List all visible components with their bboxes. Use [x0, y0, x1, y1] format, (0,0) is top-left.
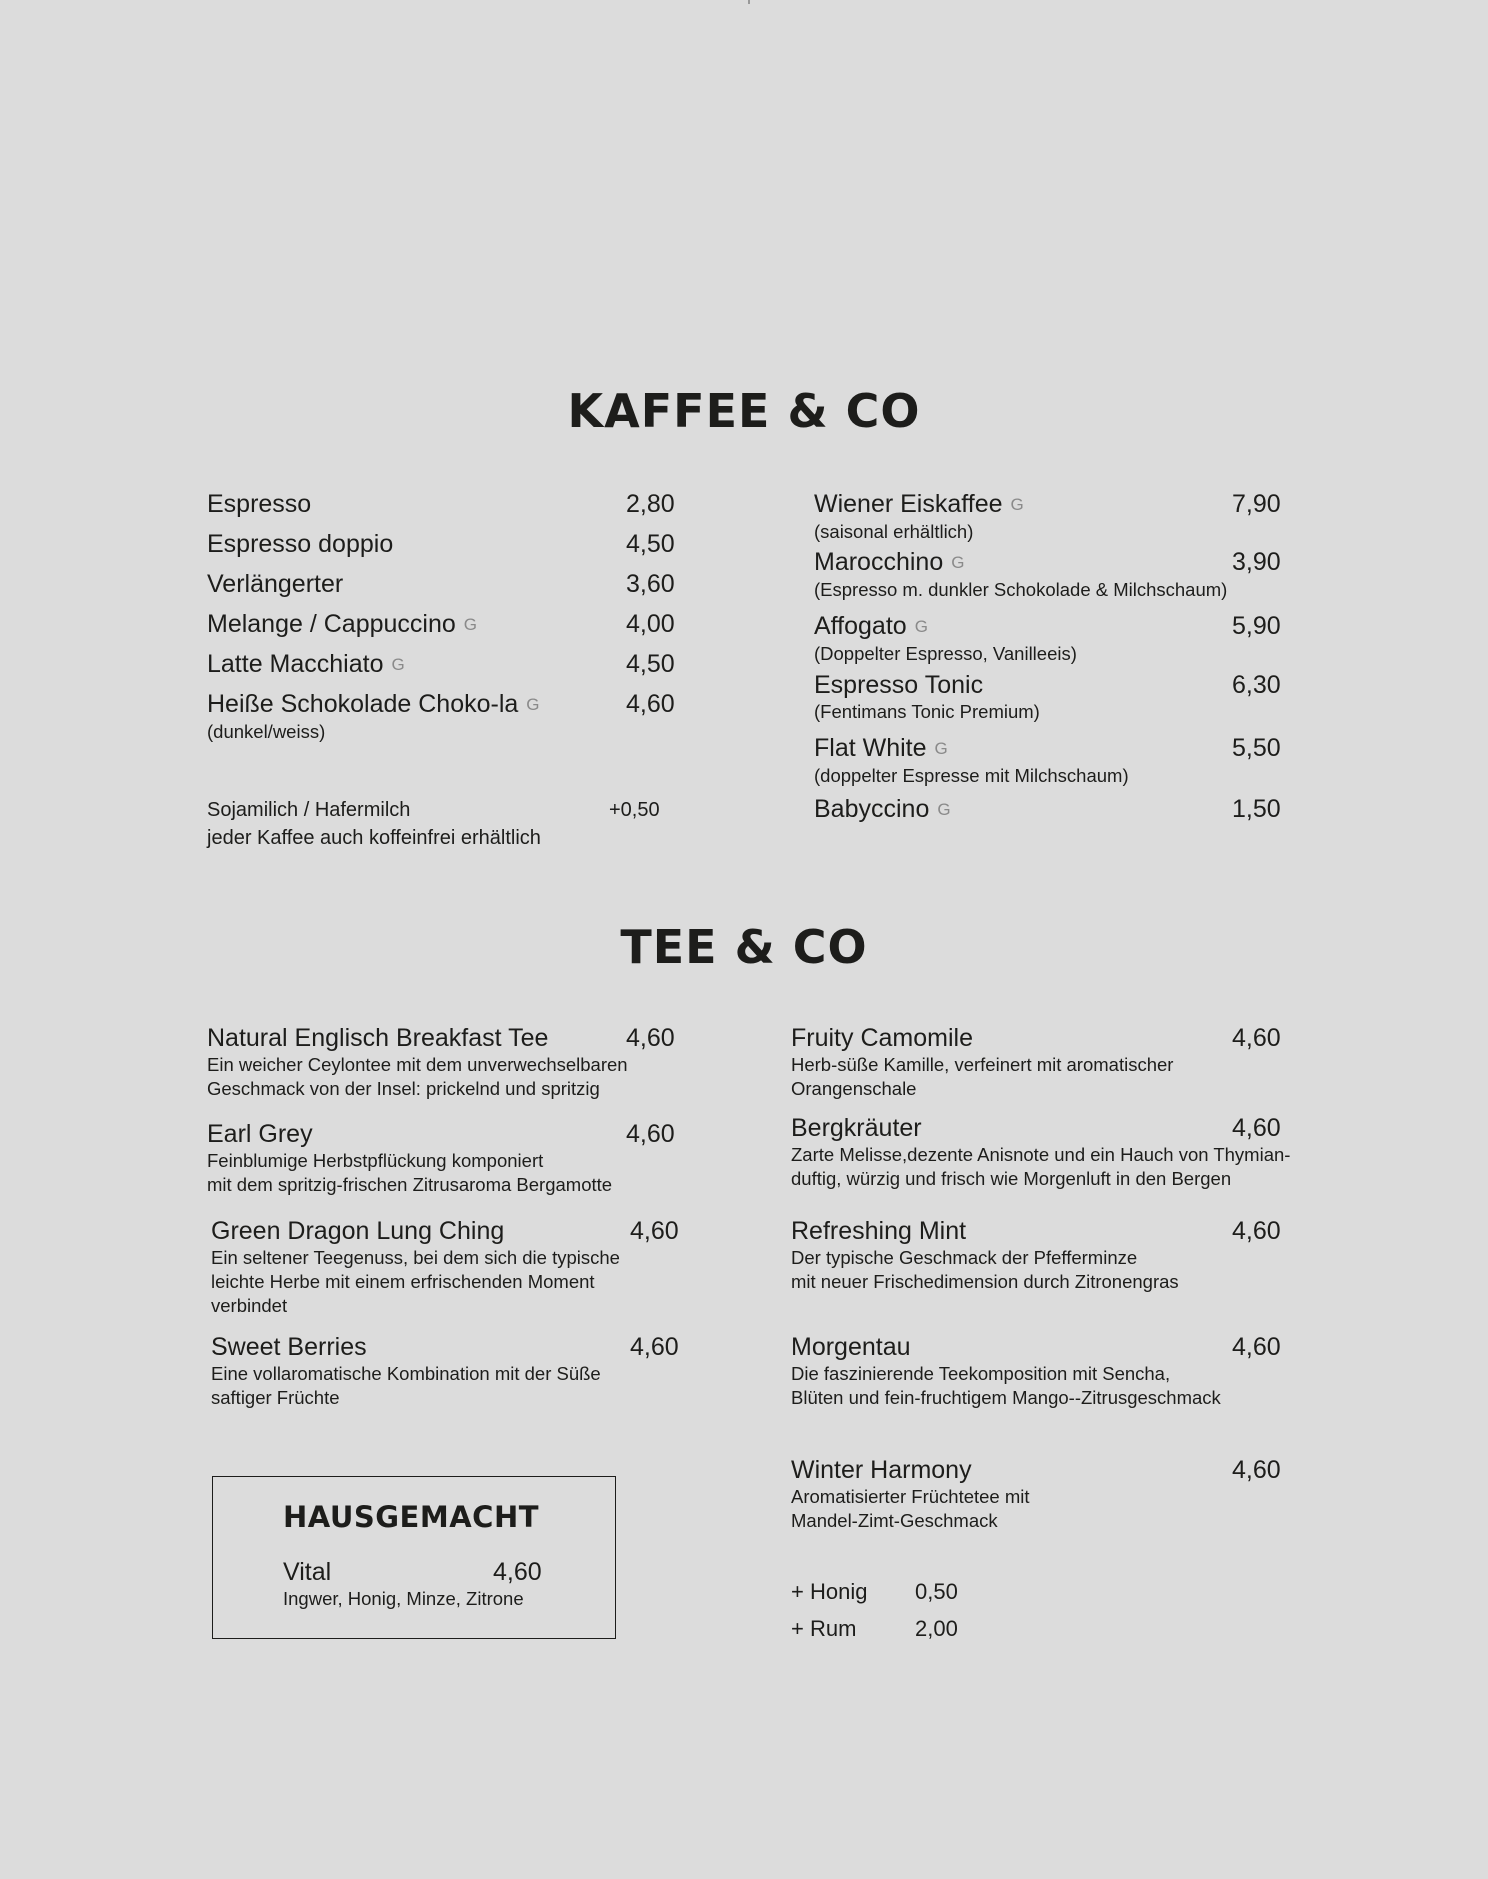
- menu-item-melange: [207, 609, 477, 640]
- g-mark: G: [1010, 495, 1024, 514]
- item-description: Blüten und fein-fruchtigem Mango--Zitrusgeschmack: [791, 1387, 1221, 1408]
- item-price: 4,60: [1232, 1114, 1281, 1142]
- extra-honig-price: 0,50: [915, 1579, 958, 1604]
- item-description: Aromatisierter Früchtetee mit: [791, 1486, 1030, 1507]
- item-price: 4,60: [493, 1558, 542, 1586]
- item-description: Ingwer, Honig, Minze, Zitrone: [283, 1588, 524, 1609]
- kaffee-section-title: KAFFEE & CO: [567, 384, 921, 438]
- hausgemacht-title: HAUSGEMACHT: [283, 1500, 540, 1534]
- item-price: 4,60: [630, 1217, 679, 1245]
- item-name: Espresso doppio: [207, 530, 394, 558]
- menu-item-latte-macchiato: [207, 649, 405, 680]
- g-mark: G: [391, 655, 405, 674]
- item-name: Earl Grey: [207, 1120, 313, 1148]
- milk-note-price: +0,50: [609, 799, 660, 821]
- menu-item-espresso-tonic: [814, 670, 1040, 724]
- g-mark: G: [937, 800, 951, 819]
- milk-note: Sojamilich / Hafermilch: [207, 799, 411, 821]
- menu-item-heisse-schokolade: [207, 689, 540, 744]
- item-description: saftiger Früchte: [211, 1387, 340, 1408]
- item-description: mit dem spritzig-frischen Zitrusaroma Bergamotte: [207, 1174, 613, 1195]
- menu-item-babyccino: [814, 794, 951, 825]
- item-name: Espresso: [207, 490, 312, 518]
- item-description: Zarte Melisse,dezente Anisnote und ein Hauch von Thymian-: [791, 1144, 1291, 1165]
- item-description: (Espresso m. dunkler Schokolade & Milchschaum): [814, 579, 1228, 600]
- item-price: 4,60: [626, 690, 675, 718]
- item-description: Ein seltener Teegenuss, bei dem sich die typische: [211, 1247, 620, 1268]
- item-description: Der typische Geschmack der Pfefferminze: [791, 1247, 1138, 1268]
- g-mark: G: [463, 615, 478, 634]
- item-price: 4,60: [626, 1120, 675, 1148]
- menu-item-fruity-camomile: [791, 1023, 1173, 1101]
- item-name: Heiße Schokolade Choko-la: [207, 690, 519, 718]
- item-price: 4,60: [1232, 1217, 1281, 1245]
- item-price: 5,90: [1232, 612, 1281, 640]
- item-name: Espresso Tonic: [814, 671, 984, 699]
- hausgemacht-box: [212, 1476, 616, 1639]
- item-description: leichte Herbe mit einem erfrischenden Moment: [211, 1271, 595, 1292]
- item-name: Green Dragon Lung Ching: [211, 1217, 505, 1245]
- g-mark: G: [526, 695, 540, 714]
- menu-item-english-breakfast: [207, 1023, 628, 1101]
- item-description: Eine vollaromatische Kombination mit der Süße: [211, 1363, 601, 1384]
- item-price: 3,60: [626, 570, 675, 598]
- menu-item-marocchino: [814, 547, 1227, 602]
- item-price: 4,60: [630, 1333, 679, 1361]
- item-description: verbindet: [211, 1295, 288, 1316]
- item-price: 4,60: [1232, 1456, 1281, 1484]
- extra-rum-price: 2,00: [915, 1616, 958, 1641]
- item-price: 6,30: [1232, 671, 1281, 699]
- item-name: Melange / Cappuccino: [207, 610, 456, 638]
- extra-honig-label: + Honig: [791, 1579, 868, 1604]
- menu-item-refreshing-mint: [791, 1216, 1179, 1294]
- item-name: Flat White: [814, 734, 927, 762]
- item-name: Vital: [283, 1558, 332, 1586]
- item-price: 7,90: [1232, 490, 1281, 518]
- item-price: 4,60: [626, 1024, 675, 1052]
- item-price: 4,50: [626, 530, 675, 558]
- item-name: Natural Englisch Breakfast Tee: [207, 1024, 549, 1052]
- item-price: 1,50: [1232, 795, 1281, 823]
- menu-item-affogato: [814, 611, 1077, 666]
- item-name: Morgentau: [791, 1333, 911, 1361]
- item-name: Fruity Camomile: [791, 1024, 973, 1052]
- item-description: Die faszinierende Teekomposition mit Sencha,: [791, 1363, 1171, 1384]
- item-description: Herb-süße Kamille, verfeinert mit aromatischer: [791, 1054, 1174, 1075]
- menu-item-morgentau: [791, 1332, 1221, 1410]
- item-price: 5,50: [1232, 734, 1281, 762]
- menu-item-verlaengerter: [207, 569, 343, 599]
- item-price: 4,60: [1232, 1333, 1281, 1361]
- menu-item-espresso-doppio: [207, 529, 393, 559]
- extra-rum-label: + Rum: [791, 1616, 857, 1641]
- decaf-note: jeder Kaffee auch koffeinfrei erhältlich: [207, 827, 541, 849]
- item-name: Sweet Berries: [211, 1333, 367, 1361]
- g-mark: G: [914, 617, 928, 636]
- item-name: Marocchino: [814, 548, 944, 576]
- item-name: Babyccino: [814, 795, 930, 823]
- item-description: Mandel-Zimt-Geschmack: [791, 1510, 998, 1531]
- menu-item-espresso: [207, 489, 311, 519]
- item-description: (Doppelter Espresso, Vanilleeis): [814, 643, 1077, 664]
- item-description: Geschmack von der Insel: prickelnd und spritzig: [207, 1078, 600, 1099]
- tee-section-title: TEE & CO: [620, 920, 868, 974]
- menu-item-wiener-eiskaffee: [814, 489, 1024, 544]
- menu-item-earl-grey: [207, 1119, 612, 1197]
- item-name: Bergkräuter: [791, 1114, 922, 1142]
- item-name: Refreshing Mint: [791, 1217, 967, 1245]
- item-description: (dunkel/weiss): [207, 721, 326, 742]
- item-description: Feinblumige Herbstpflückung komponiert: [207, 1150, 544, 1171]
- item-description: duftig, würzig und frisch wie Morgenluft in den Bergen: [791, 1168, 1232, 1189]
- item-name: Verlängerter: [207, 570, 344, 598]
- item-price: 2,80: [626, 490, 675, 518]
- item-price: 4,50: [626, 650, 675, 678]
- top-tick-mark: [748, 0, 750, 4]
- item-description: Orangenschale: [791, 1078, 917, 1099]
- item-description: Ein weicher Ceylontee mit dem unverwechselbaren: [207, 1054, 628, 1075]
- menu-item-winter-harmony: [791, 1455, 1030, 1533]
- menu-item-sweet-berries: [211, 1332, 601, 1410]
- item-name: Wiener Eiskaffee: [814, 490, 1003, 518]
- g-mark: G: [951, 553, 965, 572]
- item-description: mit neuer Frischedimension durch Zitronengras: [791, 1271, 1179, 1292]
- g-mark: G: [934, 739, 948, 758]
- menu-item-vital: [283, 1557, 524, 1611]
- item-description: (Fentimans Tonic Premium): [814, 701, 1040, 722]
- item-description: (doppelter Espresse mit Milchschaum): [814, 765, 1129, 786]
- menu-item-green-dragon: [211, 1216, 620, 1318]
- item-name: Latte Macchiato: [207, 650, 384, 678]
- menu-item-flat-white: [814, 733, 1129, 788]
- item-name: Winter Harmony: [791, 1456, 972, 1484]
- item-price: 3,90: [1232, 548, 1281, 576]
- menu-item-bergkraeuter: [791, 1113, 1290, 1191]
- item-price: 4,60: [1232, 1024, 1281, 1052]
- item-price: 4,00: [626, 610, 675, 638]
- item-name: Affogato: [814, 612, 907, 640]
- item-description: (saisonal erhältlich): [814, 521, 974, 542]
